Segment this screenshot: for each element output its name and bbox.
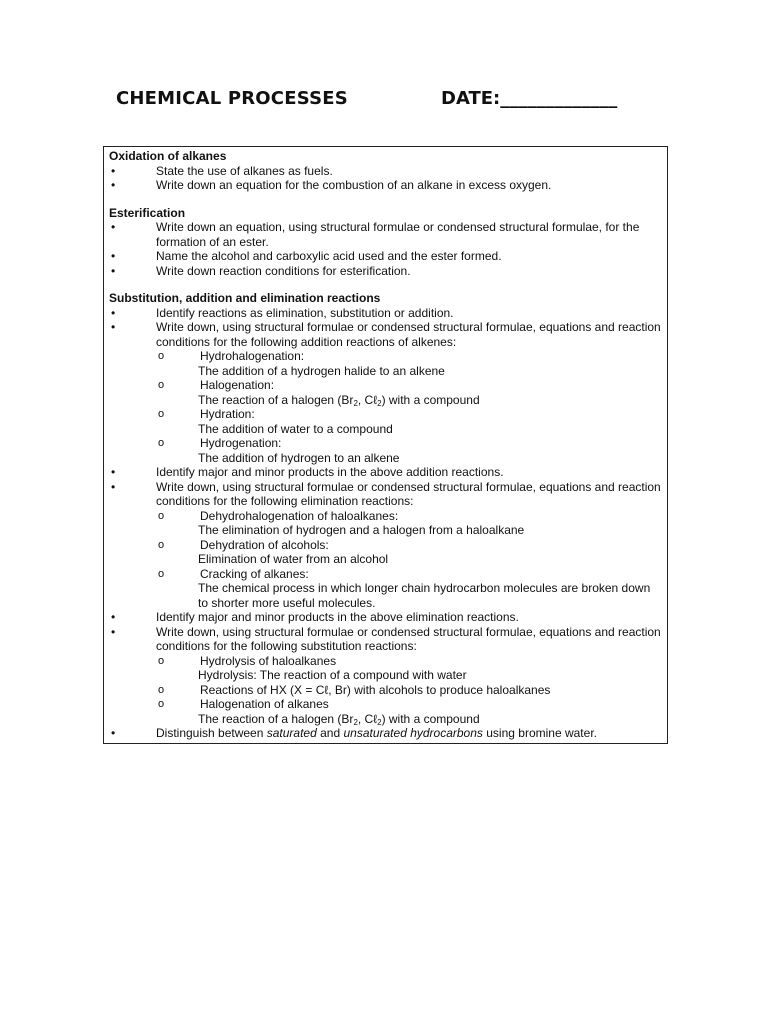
section-esterification: [109, 206, 661, 279]
sub-item: [156, 683, 661, 698]
sub-item: [156, 697, 661, 712]
bullet-text: Identify major and minor products in the above addition reactions.: [156, 465, 504, 479]
bullet-item: [109, 320, 661, 349]
bullet-item: [109, 306, 661, 321]
sub-item-title: Cracking of alkanes:: [200, 566, 309, 581]
sub-item-desc: The addition of hydrogen to an alkene: [198, 450, 400, 465]
bullet-text: Write down an equation for the combustion of an alkane in excess oxygen.: [156, 178, 552, 192]
bullet-icon: •: [111, 624, 116, 639]
bullet-icon: •: [111, 726, 116, 740]
sub-item-desc: The elimination of hydrogen and a halogen from a haloalkane: [198, 523, 525, 537]
sub-item-desc: Hydrolysis: The reaction of a compound with water: [198, 668, 467, 682]
sub-item-title: Hydrogenation:: [200, 436, 282, 450]
bullet-icon: •: [111, 479, 116, 494]
sub-item-title: Dehydrohalogenation of haloalkanes:: [200, 508, 399, 523]
sub-item-desc: The addition of water to a compound: [198, 421, 393, 436]
bullet-item: [109, 465, 661, 480]
sub-item: [156, 654, 661, 669]
circle-bullet-icon: o: [158, 379, 165, 391]
bullet-icon: •: [111, 610, 116, 624]
sub-item: [156, 407, 661, 422]
bullet-item: [109, 480, 661, 509]
circle-bullet-icon: o: [158, 683, 165, 696]
bullet-text: Write down, using structural formulae or condensed structural formulae, equations and reaction conditions for the following substitution reactions:: [156, 624, 661, 653]
circle-bullet-icon: o: [158, 408, 165, 420]
sub-item: [156, 538, 661, 553]
bullet-text: Identify reactions as elimination, substitution or addition.: [156, 305, 454, 320]
sub-item-title: Hydration:: [200, 407, 255, 421]
circle-bullet-icon: o: [158, 437, 165, 449]
bullet-icon: •: [111, 220, 116, 234]
date-field: DATE:_____________: [441, 88, 618, 109]
sub-item-desc: The reaction of a halogen ($Br_2$, Cℓ$_2$) with a compound: [198, 392, 480, 408]
sub-item-desc: The chemical process in which longer chain hydrocarbon molecules are broken down to shorter more useful molecules.: [198, 581, 651, 610]
circle-bullet-icon: o: [158, 698, 165, 710]
sub-item: [156, 567, 661, 582]
bullet-icon: •: [111, 263, 116, 278]
bullet-text: Write down, using structural formulae or condensed structural formulae, equations and reaction conditions for the following addition reactions of alkenes:: [156, 320, 661, 349]
sub-item: [156, 436, 661, 451]
bullet-icon: •: [111, 320, 116, 334]
bullet-text: Write down an equation, using structural formulae or condensed structural formulae, for the formation of an ester.: [156, 220, 640, 249]
page-title: CHEMICAL PROCESSES: [116, 88, 348, 109]
bullet-text: Distinguish between saturated and unsaturated hydrocarbons using bromine water.: [156, 726, 597, 740]
bullet-icon: •: [111, 163, 116, 178]
sub-item-title: Halogenation:: [200, 378, 275, 392]
bullet-item: [109, 610, 661, 625]
sub-item-desc: The reaction of a halogen ($Br_2$, Cℓ$_2$) with a compound: [198, 711, 480, 727]
bullet-text: Name the alcohol and carboxylic acid used and the ester formed.: [156, 249, 502, 263]
bullet-icon: •: [111, 305, 116, 320]
sub-item-title: Halogenation of alkanes: [200, 697, 329, 711]
sub-item: [156, 509, 661, 524]
sub-item: [156, 378, 661, 393]
bullet-item: [109, 249, 661, 264]
bullet-icon: •: [111, 249, 116, 263]
circle-bullet-icon: o: [158, 538, 165, 551]
bullet-text: State the use of alkanes as fuels.: [156, 163, 333, 178]
sub-item-title: Hydrolysis of haloalkanes: [200, 653, 337, 668]
bullet-item: [109, 178, 661, 193]
sub-item-title: Dehydration of alcohols:: [200, 537, 329, 552]
circle-bullet-icon: o: [158, 509, 165, 522]
sub-item: [156, 349, 661, 364]
bullet-item: [109, 164, 661, 179]
bullet-icon: •: [111, 465, 116, 479]
bullet-item: [109, 264, 661, 279]
sub-item-title: Reactions of HX (X = Cℓ, Br) with alcohols to produce haloalkanes: [200, 682, 551, 697]
bullet-text: Identify major and minor products in the above elimination reactions.: [156, 610, 519, 624]
section-heading: Oxidation of alkanes: [109, 149, 227, 163]
syllabus-table: [103, 146, 668, 744]
circle-bullet-icon: o: [158, 350, 165, 362]
sub-item-desc: The addition of a hydrogen halide to an alkene: [198, 363, 445, 378]
sub-item-title: Hydrohalogenation:: [200, 349, 305, 363]
circle-bullet-icon: o: [158, 654, 165, 667]
bullet-text: Write down, using structural formulae or condensed structural formulae, equations and reaction conditions for the following elimination reactions:: [156, 479, 661, 508]
bullet-text: Write down reaction conditions for esterification.: [156, 263, 411, 278]
section-oxidation: [109, 149, 661, 193]
bullet-icon: •: [111, 178, 116, 192]
section-heading: Substitution, addition and elimination reactions: [109, 291, 381, 305]
bullet-item: [109, 726, 661, 741]
section-heading: Esterification: [109, 205, 186, 220]
sub-item-desc: Elimination of water from an alcohol: [198, 552, 389, 566]
bullet-item: [109, 625, 661, 654]
section-substitution: [109, 291, 661, 741]
circle-bullet-icon: o: [158, 567, 165, 580]
bullet-item: [109, 220, 661, 249]
